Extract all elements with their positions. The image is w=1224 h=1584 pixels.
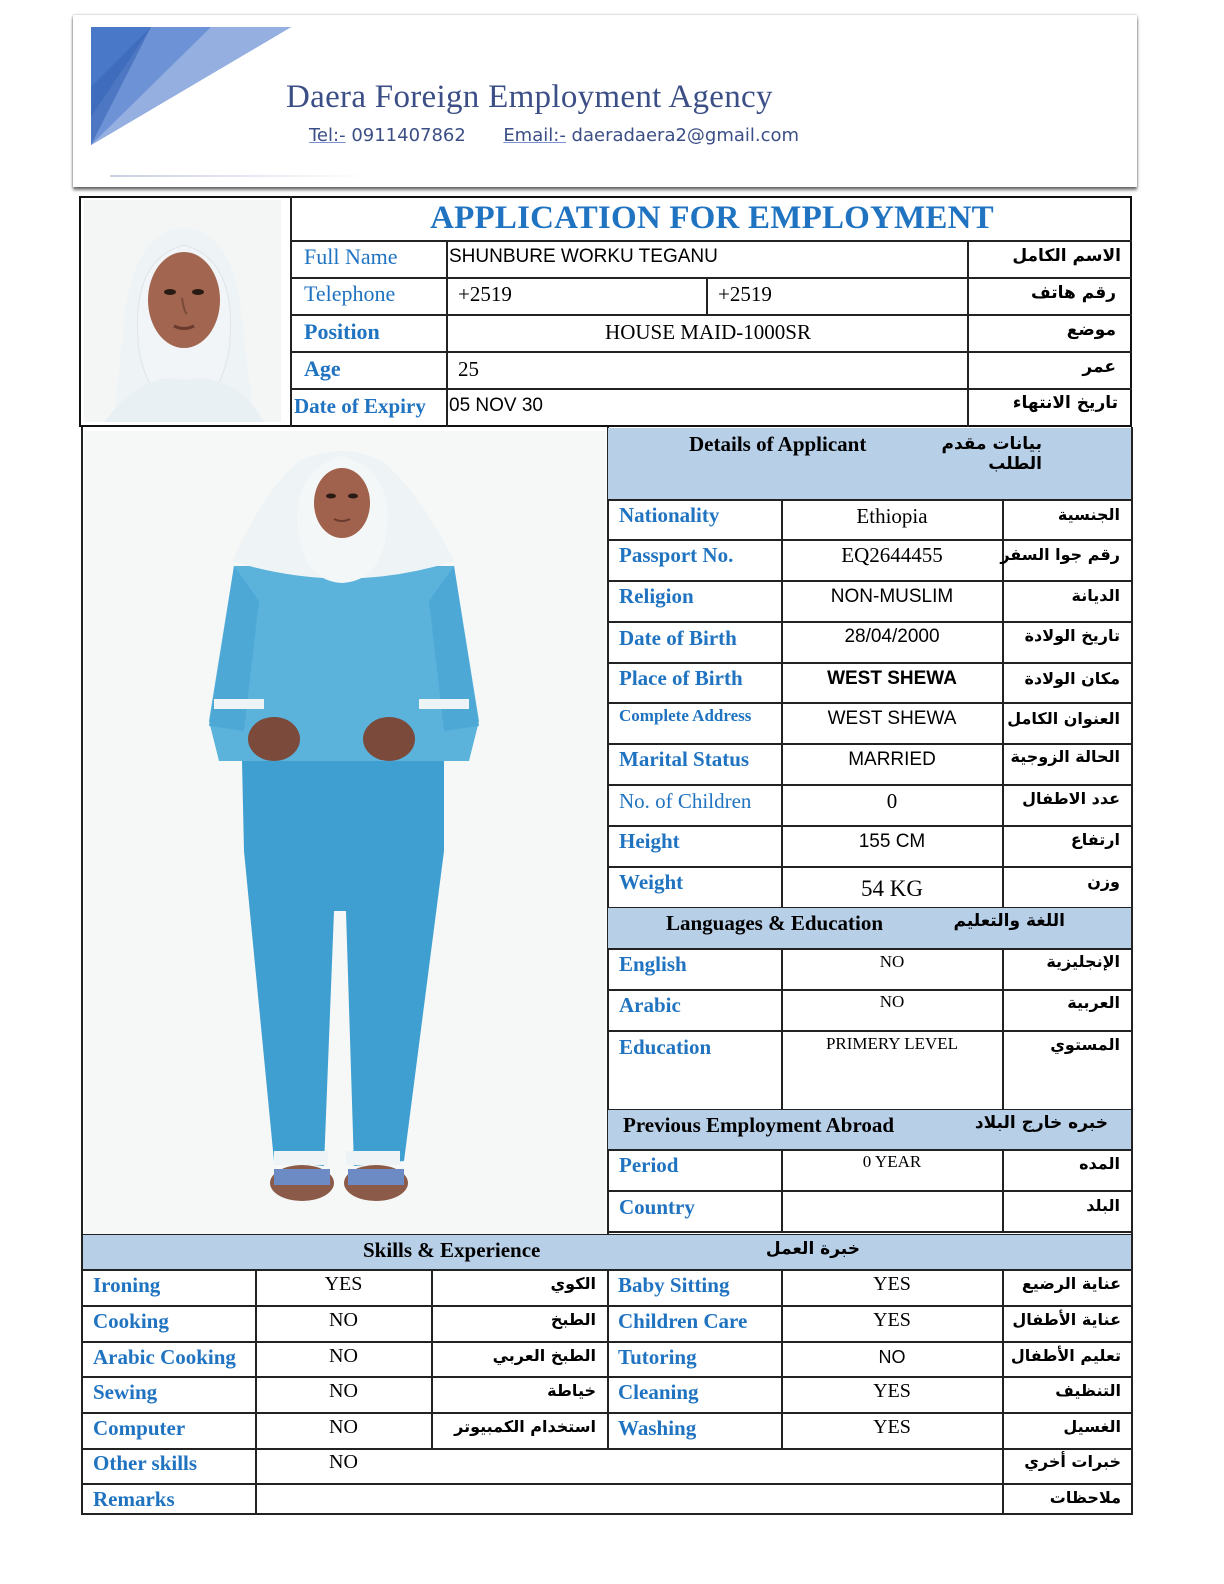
passport-label: Passport No. bbox=[619, 543, 734, 567]
divider bbox=[607, 662, 1132, 664]
nationality-label: Nationality bbox=[619, 503, 720, 527]
skill-sewing-label: Sewing bbox=[93, 1380, 158, 1404]
position-label: Position bbox=[304, 319, 380, 344]
weight-value: 54 KG bbox=[861, 876, 923, 901]
passport-value: EQ2644455 bbox=[841, 543, 943, 567]
skill-tutoring-value: NO bbox=[878, 1347, 906, 1367]
tel-value: 0911407862 bbox=[351, 125, 466, 146]
details-section-header bbox=[608, 428, 1131, 499]
position-arabic: موضع bbox=[1066, 320, 1116, 340]
remarks-arabic: ملاحظات bbox=[1049, 1488, 1121, 1507]
english-value: NO bbox=[879, 952, 905, 971]
divider bbox=[1002, 1149, 1004, 1231]
divider bbox=[1002, 948, 1004, 1109]
divider bbox=[781, 948, 783, 1109]
details-heading-arabic: بيانات مقدم الطلب bbox=[941, 434, 1042, 474]
skill-cleaning-arabic: التنظيف bbox=[1055, 1381, 1121, 1400]
skill-arabic-cooking-value: NO bbox=[329, 1345, 358, 1367]
skills-heading-arabic: خبرة العمل bbox=[765, 1239, 860, 1259]
skill-sewing-value: NO bbox=[329, 1380, 358, 1402]
applicant-full-body-photo bbox=[84, 431, 606, 1234]
skill-children-care-value: YES bbox=[873, 1309, 911, 1331]
skill-baby-sitting-value: YES bbox=[873, 1273, 911, 1295]
details-heading: Details of Applicant bbox=[689, 432, 867, 456]
skill-baby-sitting-arabic: عناية الرضيع bbox=[1021, 1274, 1121, 1293]
full-name-label: Full Name bbox=[304, 244, 398, 269]
previous-employment-heading: Previous Employment Abroad bbox=[623, 1113, 895, 1137]
divider bbox=[607, 499, 1132, 501]
skill-tutoring-arabic: تعليم الأطفال bbox=[1010, 1346, 1121, 1365]
divider bbox=[607, 948, 1132, 950]
divider bbox=[967, 240, 969, 427]
agency-name: Daera Foreign Employment Agency bbox=[286, 79, 773, 115]
period-value: 0 YEAR bbox=[862, 1152, 922, 1171]
skill-arabic-cooking-label: Arabic Cooking bbox=[93, 1345, 236, 1369]
weight-arabic: وزن bbox=[1087, 872, 1120, 891]
skill-ironing-label: Ironing bbox=[93, 1273, 161, 1297]
remarks-label: Remarks bbox=[93, 1487, 175, 1511]
divider bbox=[706, 277, 708, 314]
skill-computer-label: Computer bbox=[93, 1416, 186, 1440]
divider bbox=[81, 1513, 1133, 1515]
divider bbox=[81, 1483, 1133, 1485]
skill-cooking-label: Cooking bbox=[93, 1309, 169, 1333]
passport-arabic: رقم جوا السفر bbox=[1000, 545, 1120, 564]
skill-cleaning-label: Cleaning bbox=[618, 1380, 699, 1404]
previous-employment-heading-arabic: خبره خارج البلاد bbox=[974, 1113, 1108, 1133]
age-value: 25 bbox=[458, 357, 479, 381]
divider bbox=[607, 1269, 609, 1448]
divider bbox=[607, 1190, 1132, 1192]
skill-tutoring-label: Tutoring bbox=[618, 1345, 697, 1369]
divider bbox=[290, 314, 1132, 316]
form-title: APPLICATION FOR EMPLOYMENT bbox=[430, 200, 994, 236]
divider bbox=[431, 1269, 433, 1448]
skill-ironing-value: YES bbox=[324, 1273, 363, 1295]
skill-arabic-cooking-arabic: الطبخ العربي bbox=[492, 1346, 596, 1365]
age-arabic: عمر bbox=[1082, 357, 1116, 377]
divider bbox=[607, 1030, 1132, 1032]
skill-washing-value: YES bbox=[873, 1416, 911, 1438]
skills-section-header bbox=[82, 1235, 1132, 1269]
divider bbox=[607, 825, 1132, 827]
skill-cooking-value: NO bbox=[329, 1309, 358, 1331]
languages-heading: Languages & Education bbox=[666, 911, 884, 935]
height-value: 155 CM bbox=[858, 831, 926, 852]
divider bbox=[607, 1231, 1132, 1233]
period-label: Period bbox=[619, 1153, 679, 1177]
english-arabic: الإنجليزية bbox=[1046, 952, 1120, 971]
tel-label: Tel:- bbox=[309, 125, 346, 146]
divider bbox=[607, 621, 1132, 623]
divider bbox=[290, 388, 1132, 390]
marital-status-value: MARRIED bbox=[848, 749, 936, 770]
skills-heading: Skills & Experience bbox=[363, 1238, 541, 1262]
education-arabic: المستوي bbox=[1050, 1035, 1120, 1054]
skill-computer-arabic: استخدام الكمبيوتر bbox=[454, 1417, 596, 1436]
email-label: Email:- bbox=[503, 125, 566, 146]
divider bbox=[1131, 1234, 1133, 1514]
other-skills-value: NO bbox=[329, 1451, 358, 1473]
letterhead-decoration-icon bbox=[91, 27, 291, 157]
height-arabic: ارتفاع bbox=[1070, 830, 1120, 849]
skill-computer-value: NO bbox=[329, 1416, 358, 1438]
divider bbox=[290, 240, 1132, 242]
religion-arabic: الديانة bbox=[1071, 586, 1120, 605]
weight-label: Weight bbox=[619, 870, 684, 894]
full-name-arabic: الاسم الكامل bbox=[1012, 246, 1121, 266]
telephone-label: Telephone bbox=[304, 281, 396, 306]
divider bbox=[446, 240, 448, 427]
marital-status-label: Marital Status bbox=[619, 747, 750, 771]
telephone-value-2: +2519 bbox=[718, 282, 772, 306]
skill-cleaning-value: YES bbox=[873, 1380, 911, 1402]
divider bbox=[290, 277, 1132, 279]
email-value: daeradaera2@gmail.com bbox=[571, 125, 800, 146]
skill-ironing-arabic: الكوي bbox=[550, 1274, 596, 1293]
other-skills-arabic: خبرات أخري bbox=[1024, 1452, 1121, 1471]
english-label: English bbox=[619, 952, 687, 976]
divider bbox=[81, 1448, 1133, 1450]
skill-baby-sitting-label: Baby Sitting bbox=[618, 1273, 730, 1297]
education-value: PRIMERY LEVEL bbox=[825, 1034, 959, 1053]
arabic-lang-value: NO bbox=[879, 992, 905, 1011]
agency-letterhead bbox=[73, 15, 1137, 187]
skill-washing-arabic: الغسيل bbox=[1063, 1417, 1121, 1436]
nationality-arabic: الجنسية bbox=[1057, 505, 1120, 524]
place-of-birth-label: Place of Birth bbox=[619, 666, 743, 690]
other-skills-label: Other skills bbox=[93, 1451, 198, 1475]
divider bbox=[290, 351, 1132, 353]
country-label: Country bbox=[619, 1195, 695, 1219]
dob-arabic: تاريخ الولادة bbox=[1024, 626, 1120, 645]
divider bbox=[81, 1234, 83, 1514]
divider bbox=[290, 196, 292, 427]
arabic-lang-label: Arabic bbox=[619, 993, 681, 1017]
arabic-lang-arabic: العربية bbox=[1067, 993, 1120, 1012]
languages-heading-arabic: اللغة والتعليم bbox=[953, 911, 1065, 931]
period-arabic: المده bbox=[1079, 1154, 1120, 1173]
address-arabic: العنوان الكامل bbox=[1007, 709, 1120, 728]
full-name-value: SHUNBURE WORKU TEGANU bbox=[449, 246, 718, 267]
address-label: Complete Address bbox=[619, 706, 752, 725]
position-value: HOUSE MAID-1000SR bbox=[605, 320, 811, 344]
height-label: Height bbox=[619, 829, 680, 853]
children-arabic: عدد الاطفال bbox=[1022, 789, 1120, 808]
divider bbox=[81, 427, 83, 1235]
divider bbox=[607, 580, 1132, 582]
divider bbox=[607, 989, 1132, 991]
address-value: WEST SHEWA bbox=[827, 708, 957, 729]
divider bbox=[607, 784, 1132, 786]
divider bbox=[607, 866, 1132, 868]
divider bbox=[607, 702, 1132, 704]
nationality-value: Ethiopia bbox=[856, 504, 928, 528]
divider bbox=[607, 539, 1132, 541]
divider bbox=[607, 1149, 1132, 1151]
skill-sewing-arabic: خياطة bbox=[547, 1381, 596, 1400]
telephone-value-1: +2519 bbox=[458, 282, 512, 306]
country-arabic: البلد bbox=[1086, 1196, 1120, 1215]
religion-value: NON-MUSLIM bbox=[830, 586, 954, 607]
expiry-label: Date of Expiry bbox=[294, 394, 426, 418]
children-value: 0 bbox=[886, 789, 898, 813]
skill-washing-label: Washing bbox=[618, 1416, 697, 1440]
age-label: Age bbox=[304, 356, 341, 381]
religion-label: Religion bbox=[619, 584, 694, 608]
divider bbox=[607, 743, 1132, 745]
dob-label: Date of Birth bbox=[619, 626, 737, 650]
skill-children-care-label: Children Care bbox=[618, 1309, 748, 1333]
agency-contact bbox=[309, 125, 799, 146]
children-label: No. of Children bbox=[619, 789, 752, 813]
applicant-portrait-photo bbox=[84, 200, 281, 422]
expiry-arabic: تاريخ الانتهاء bbox=[1012, 393, 1118, 413]
place-of-birth-value: WEST SHEWA bbox=[827, 668, 957, 689]
skill-cooking-arabic: الطبخ bbox=[550, 1310, 596, 1329]
education-label: Education bbox=[619, 1035, 712, 1059]
place-of-birth-arabic: مكان الولادة bbox=[1024, 669, 1120, 688]
marital-status-arabic: الحالة الزوجية bbox=[1010, 747, 1120, 766]
dob-value: 28/04/2000 bbox=[844, 626, 940, 647]
divider bbox=[1131, 427, 1133, 1235]
header-divider bbox=[110, 175, 370, 177]
divider bbox=[1002, 1269, 1004, 1513]
skill-children-care-arabic: عناية الأطفال bbox=[1012, 1310, 1121, 1329]
telephone-arabic: رقم هاتف bbox=[1031, 283, 1116, 303]
expiry-value: 05 NOV 30 bbox=[449, 395, 543, 416]
